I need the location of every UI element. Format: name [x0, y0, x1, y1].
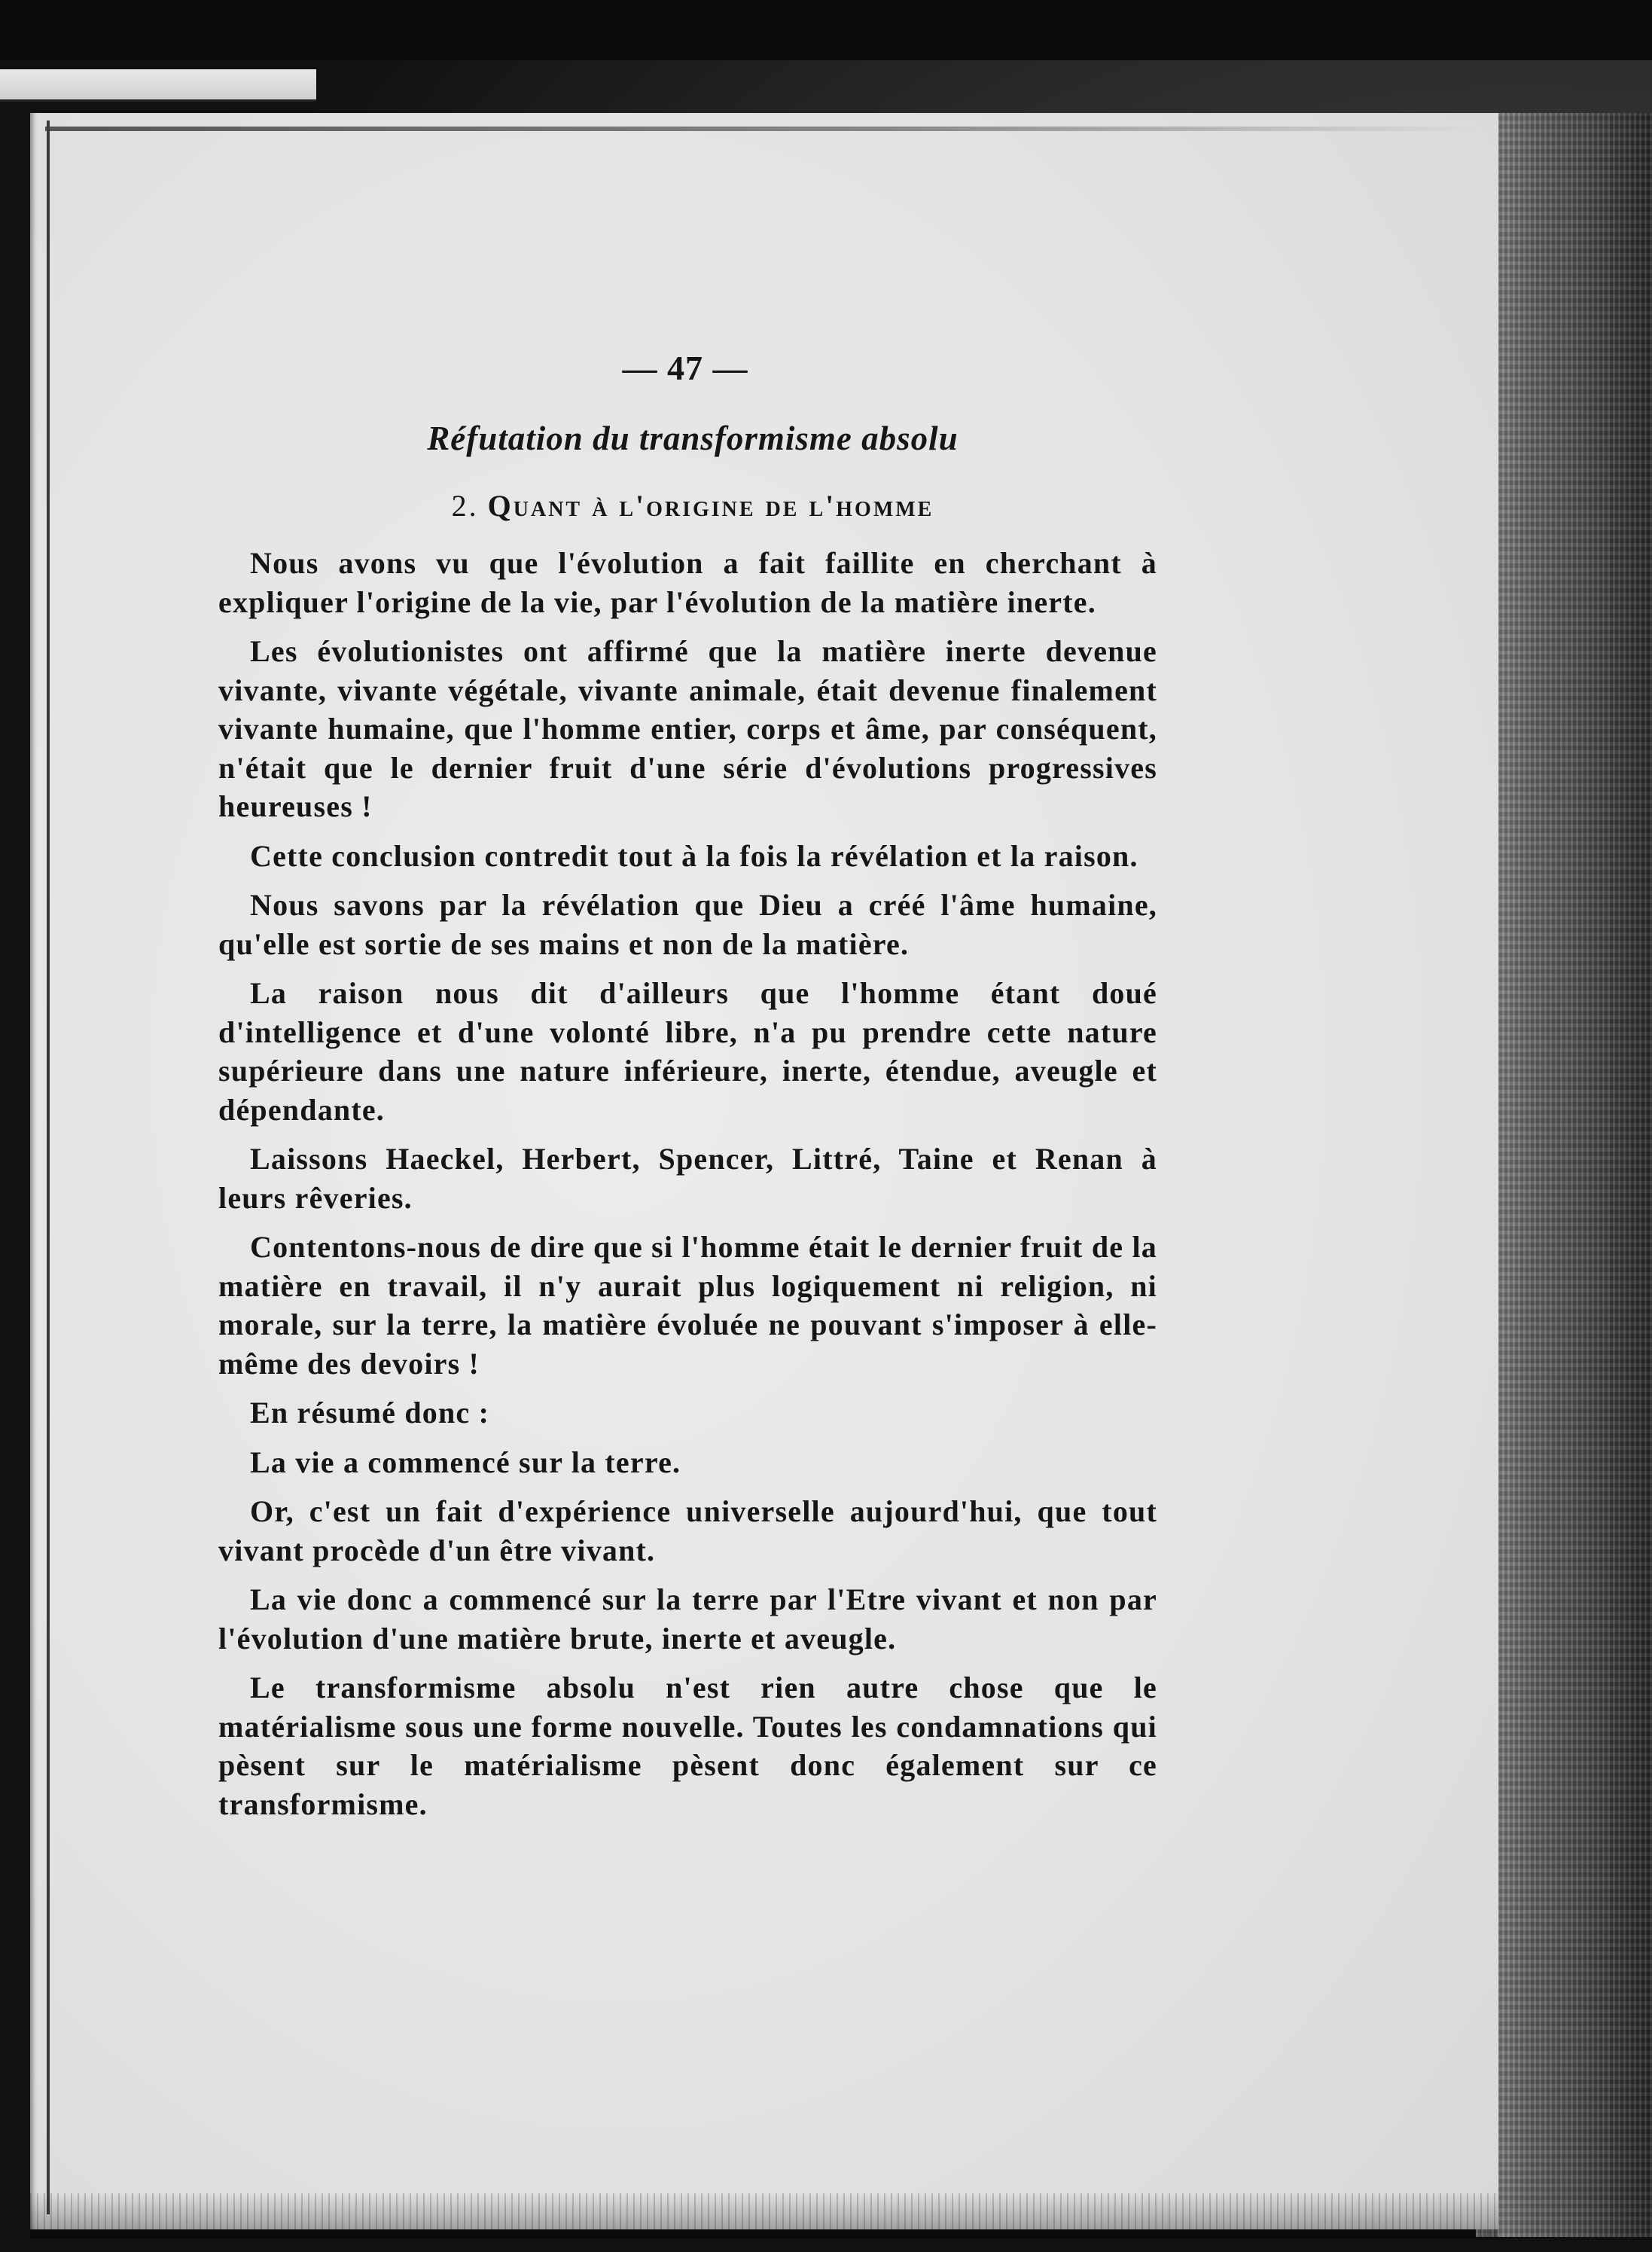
paragraph: Cette conclusion contredit tout à la fois la révélation et la raison.	[250, 838, 1138, 873]
paragraph: La vie donc a commencé sur la terre par l'Etre vivant et non par l'évolution d'une matière brute, inerte et aveugle.	[218, 1582, 1157, 1655]
page-number: — 47 —	[622, 349, 748, 387]
paragraph: Nous savons par la révélation que Dieu a créé l'âme humaine, qu'elle est sortie de ses mains et non de la matière.	[218, 888, 1157, 961]
page-title: Réfutation du transformisme absolu	[427, 420, 959, 457]
paragraph: Or, c'est un fait d'expérience universelle aujourd'hui, que tout vivant procède d'un être vivant.	[218, 1494, 1157, 1567]
paragraph: Le transformisme absolu n'est rien autre chose que le matérialisme sous une forme nouvelle. Toutes les condamnations qui pèsent sur le matérialisme pèsent donc également sur ce transformisme.	[218, 1671, 1157, 1821]
section-number: 2.	[451, 489, 479, 523]
paragraph: La raison nous dit d'ailleurs que l'homme étant doué d'intelligence et d'une volonté libre, n'a pu prendre cette nature supérieure dans une nature inférieure, inerte, étendue, aveugle et dépendante.	[218, 976, 1157, 1127]
body-text	[218, 544, 1157, 1834]
paragraph: La vie a commencé sur la terre.	[250, 1445, 681, 1479]
section-heading	[316, 488, 1069, 523]
paragraph: Laissons Haeckel, Herbert, Spencer, Littré, Taine et Renan à leurs rêveries.	[218, 1142, 1157, 1215]
section-title: Quant à l'origine de l'homme	[487, 489, 934, 523]
paragraph: Contentons-nous de dire que si l'homme était le dernier fruit de la matière en travail, il n'y aurait plus logiquement ni religion, ni morale, sur la terre, la matière évoluée ne pouvant s'imposer à elle-même des devoirs !	[218, 1230, 1157, 1381]
paragraph: En résumé donc :	[250, 1396, 490, 1430]
paragraph: Nous avons vu que l'évolution a fait faillite en cherchant à expliquer l'origine de la vie, par l'évolution de la matière inerte.	[218, 546, 1157, 619]
paragraph: Les évolutionistes ont affirmé que la matière inerte devenue vivante, vivante végétale, vivante animale, était devenue finalement vivante humaine, que l'homme entier, corps et âme, par conséquent, n'était que le dernier fruit d'une série d'évolutions progressives heureuses !	[218, 634, 1157, 823]
